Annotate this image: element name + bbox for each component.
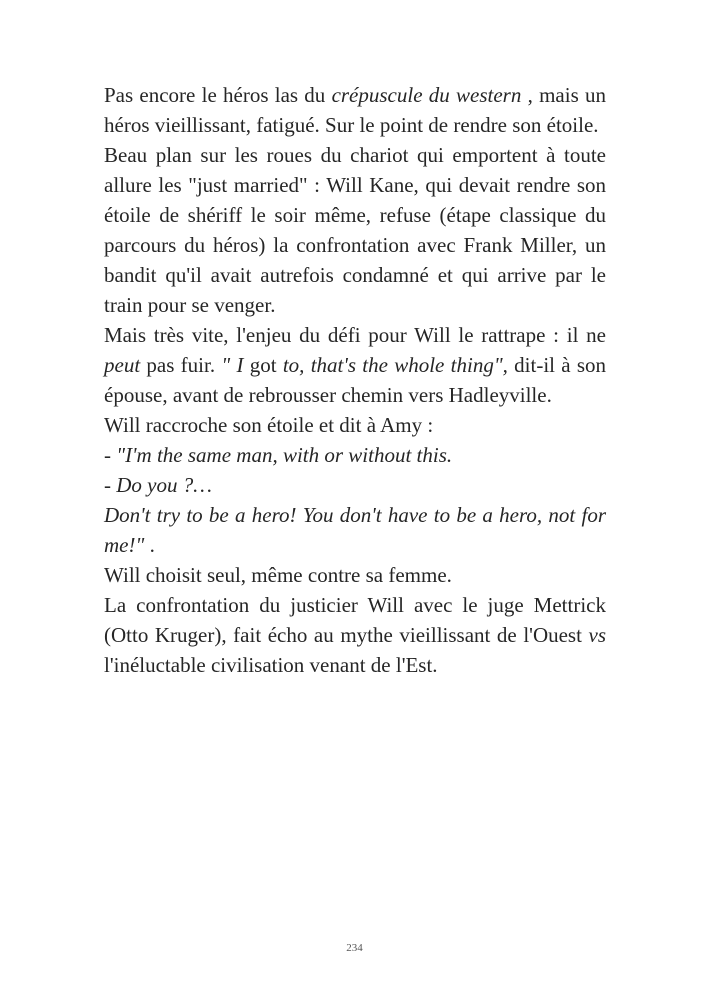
dialogue-line-3-quote: Don't try to be a hero! You don't have to be a hero, not for me!" [104,503,606,557]
paragraph-6-text-c: l'inéluctable civilisation venant de l'Est. [104,653,438,677]
dialogue-line-2-quote: Do you ?… [116,473,212,497]
paragraph-6 [104,590,606,680]
dialogue-line-1-quote: "I'm the same man, with or without this. [116,443,453,467]
dialogue-line-2 [104,470,606,500]
paragraph-2: Beau plan sur les roues du chariot qui emportent à toute allure les "just married" : Will Kane, qui devait rendre son étoile de shériff le soir même, refuse (étape classique du parcours du héros) la confrontation avec Frank Miller, un bandit qu'il avait autrefois condamné et qui arrive par le train pour se venger. [104,143,606,317]
paragraph-5: Will choisit seul, même contre sa femme. [104,563,452,587]
dialogue-line-1 [104,440,606,470]
paragraph-6-italic-vs: vs [588,623,606,647]
paragraph-1-text-a: Pas encore le héros las du [104,83,332,107]
paragraph-3 [104,320,606,410]
dialogue-line-1-dash: - [104,443,117,467]
paragraph-3-text-a: Mais très vite, l'enjeu du défi pour Will le rattrape : il ne [104,323,606,347]
paragraph-3-italic-peut: peut [104,353,141,377]
dialogue-line-2-dash: - [104,473,117,497]
paragraph-3-italic-quote-start: " I [221,353,250,377]
paragraph-1-italic-title: crépuscule du western [331,83,522,107]
paragraph-6-text-a: La confrontation du justicier Will avec le juge Mettrick (Otto Kruger), fait écho au mythe vieillissant de l'Ouest [104,593,606,647]
paragraph-3-text-c: pas fuir. [140,353,222,377]
paragraph-1-text-c: , mais un héros vieillissant, fatigué. Sur le point de rendre son étoile. [104,83,606,137]
paragraph-3-italic-quote-end: to, that's the whole thing", [282,353,508,377]
body-text [104,80,606,680]
dialogue-line-3-period: . [144,533,155,557]
paragraph-4: Will raccroche son étoile et dit à Amy : [104,413,434,437]
page-number: 234 [346,942,363,954]
paragraph-3-text-g: dit-il à son épouse, avant de rebrousser chemin vers Hadleyville. [104,353,607,407]
paragraph-3-roman-got: got [249,353,283,377]
paragraph-1 [104,80,606,140]
dialogue-line-3 [104,500,606,560]
